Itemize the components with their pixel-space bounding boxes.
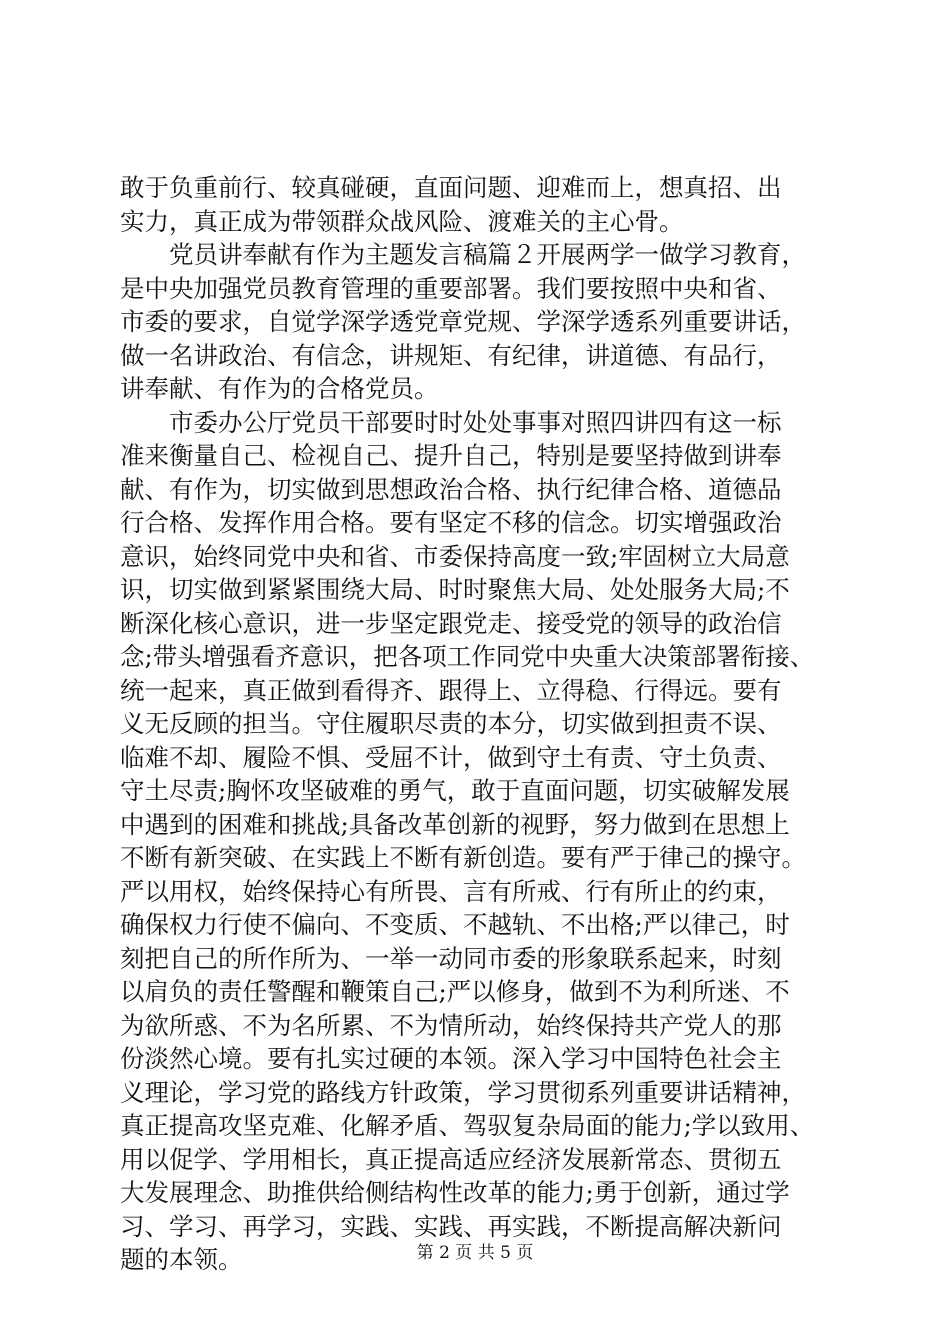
text-line: 以肩负的责任警醒和鞭策自己;严以修身，做到不为利所迷、不 (120, 977, 790, 1006)
text-line: 准来衡量自己、检视自己、提升自己，特别是要坚持做到讲奉 (120, 441, 782, 470)
text-line: 断深化核心意识，进一步坚定跟党走、接受党的领导的政治信 (120, 608, 782, 638)
text-line: 识，切实做到紧紧围绕大局、时时聚焦大局、处处服务大局;不 (120, 575, 790, 604)
text-line: 份淡然心境。要有扎实过硬的本领。深入学习中国特色社会主 (120, 1044, 782, 1073)
text-line: 用以促学、学用相长，真正提高适应经济发展新常态、贯彻五 (120, 1144, 782, 1174)
text-line: 题的本领。 (120, 1245, 243, 1274)
text-line: 义理论，学习党的路线方针政策，学习贯彻系列重要讲话精神， (120, 1077, 806, 1107)
text-line: 确保权力行使不偏向、不变质、不越轨、不出格;严以律己，时 (120, 910, 790, 939)
text-line: 义无反顾的担当。守住履职尽责的本分，切实做到担责不误、 (120, 709, 782, 738)
text-line: 不断有新突破、在实践上不断有新创造。要有严于律己的操守。 (120, 843, 806, 872)
text-line: 党员讲奉献有作为主题发言稿篇２开展两学一做学习教育， (120, 240, 806, 269)
text-line: 意识，始终同党中央和省、市委保持高度一致;牢固树立大局意 (120, 541, 790, 571)
text-line: 市委的要求，自觉学深学透党章党规、学深学透系列重要讲话， (120, 307, 806, 336)
text-line: 严以用权，始终保持心有所畏、言有所戒、行有所止的约束， (120, 876, 782, 906)
text-line: 大发展理念、助推供给侧结构性改革的能力;勇于创新，通过学 (120, 1178, 790, 1207)
text-line: 实力，真正成为带领群众战风险、渡难关的主心骨。 (120, 206, 684, 236)
text-line: 中遇到的困难和挑战;具备改革创新的视野，努力做到在思想上 (120, 809, 790, 839)
text-line: 做一名讲政治、有信念，讲规矩、有纪律，讲道德、有品行， (120, 340, 782, 370)
text-line: 市委办公厅党员干部要时时处处事事对照四讲四有这一标 (120, 407, 782, 437)
text-line: 献、有作为，切实做到思想政治合格、执行纪律合格、道德品 (120, 474, 782, 504)
text-line: 统一起来，真正做到看得齐、跟得上、立得稳、行得远。要有 (120, 675, 782, 705)
text-line: 行合格、发挥作用合格。要有坚定不移的信念。切实增强政治 (120, 508, 782, 537)
text-line: 念;带头增强看齐意识，把各项工作同党中央重大决策部署衔接、 (120, 642, 815, 671)
body-text (120, 171, 830, 1277)
text-line: 讲奉献、有作为的合格党员。 (120, 374, 439, 403)
text-line: 为欲所惑、不为名所累、不为情所动，始终保持共产党人的那 (120, 1010, 782, 1040)
text-line: 刻把自己的所作所为、一举一动同市委的形象联系起来，时刻 (120, 943, 782, 973)
text-line: 临难不却、履险不惧、受屈不计，做到守土有责、守土负责、 (120, 742, 782, 772)
text-line: 守土尽责;胸怀攻坚破难的勇气，敢于直面问题，切实破解发展 (120, 776, 790, 805)
text-line: 是中央加强党员教育管理的重要部署。我们要按照中央和省、 (120, 273, 782, 303)
page-footer: 第 2 页 共 5 页 (416, 1243, 534, 1263)
text-line: 习、学习、再学习，实践、实践、再实践，不断提高解决新问 (120, 1211, 782, 1241)
text-line: 真正提高攻坚克难、化解矛盾、驾驭复杂局面的能力;学以致用、 (120, 1111, 815, 1140)
text-line: 敢于负重前行、较真碰硬，直面问题、迎难而上，想真招、出 (120, 173, 782, 202)
